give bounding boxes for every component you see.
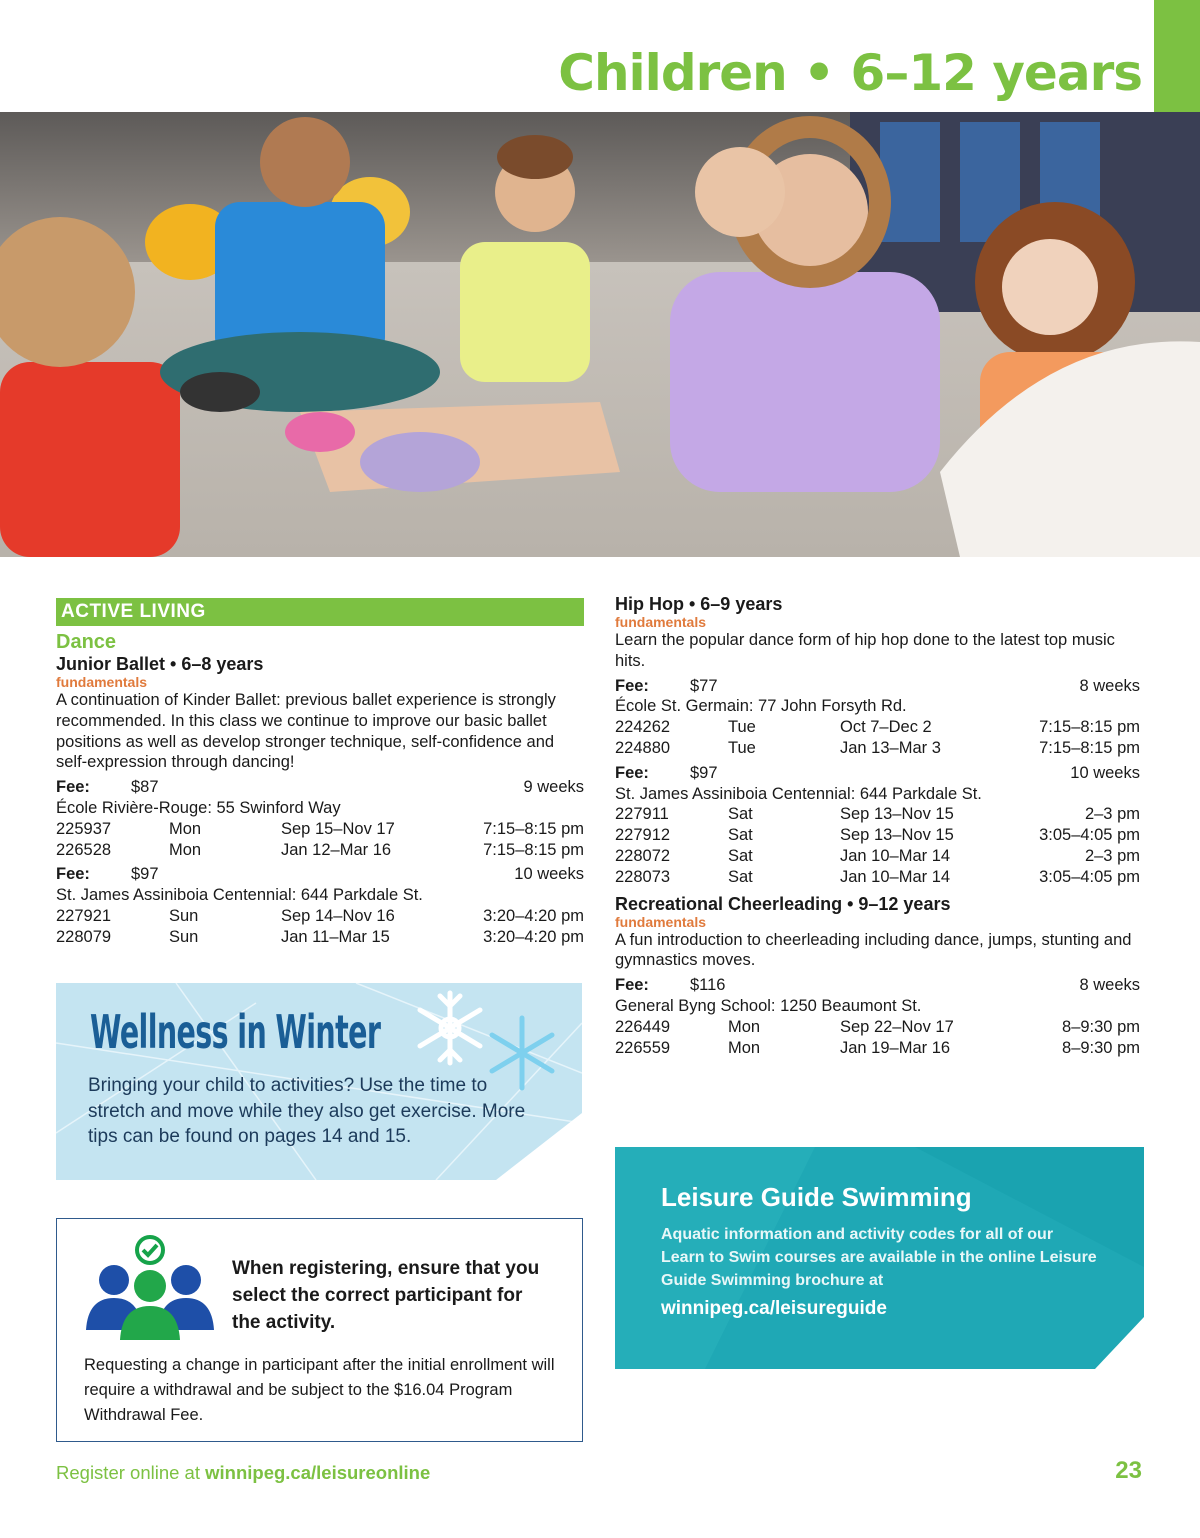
location: École St. Germain: 77 John Forsyth Rd. (615, 697, 907, 716)
schedule-row: 228079 Sun Jan 11–Mar 15 3:20–4:20 pm (56, 927, 584, 946)
participants-icon (84, 1232, 216, 1349)
program-description: A fun introduction to cheerleading including dance, jumps, stunting and gymnastics moves. (615, 930, 1132, 970)
fee-line: Fee: $97 10 weeks (56, 865, 584, 884)
fee-line: Fee: $77 8 weeks (615, 676, 1140, 695)
page-title: Children • 6–12 years (558, 44, 1142, 102)
schedule-row: 228073 Sat Jan 10–Mar 14 3:05–4:05 pm (615, 867, 1140, 886)
program-description: Learn the popular dance form of hip hop done to the latest top music hits. (615, 631, 1115, 670)
location: St. James Assiniboia Centennial: 644 Parkdale St. (615, 784, 982, 803)
schedule-row: 227921 Sun Sep 14–Nov 16 3:20–4:20 pm (56, 906, 584, 925)
program-title: Hip Hop • 6–9 years (615, 594, 783, 614)
program-tag: fundamentals (56, 674, 148, 690)
schedule-row: 228072 Sat Jan 10–Mar 14 2–3 pm (615, 846, 1140, 865)
right-column (615, 594, 1140, 1058)
wellness-body: Bringing your child to activities? Use the time to stretch and move while they also get exercise. More tips can be found on pages 14 and 15. (88, 1075, 526, 1147)
hero-photo (0, 112, 1200, 557)
fee-line: Fee: $97 10 weeks (615, 763, 1140, 782)
schedule-row: 226528 Mon Jan 12–Mar 16 7:15–8:15 pm (56, 840, 584, 859)
footer-register (56, 1462, 430, 1484)
category-bar: ACTIVE LIVING (56, 598, 584, 626)
footer-prefix: Register online at (56, 1462, 206, 1483)
schedule-row: 227911 Sat Sep 13–Nov 15 2–3 pm (615, 805, 1140, 824)
register-notice-body: Requesting a change in participant after the initial enrollment will require a withdrawal and be subject to the $16.04 Program Withdrawal Fee. (84, 1356, 555, 1424)
program-title: Recreational Cheerleading • 9–12 years (615, 893, 951, 914)
program-tag: fundamentals (615, 614, 707, 630)
program-title: Junior Ballet • 6–8 years (56, 654, 264, 674)
location: St. James Assiniboia Centennial: 644 Parkdale St. (56, 886, 423, 905)
schedule-row: 225937 Mon Sep 15–Nov 17 7:15–8:15 pm (56, 819, 584, 838)
schedule-row: 224880 Tue Jan 13–Mar 3 7:15–8:15 pm (615, 738, 1140, 757)
subcategory-heading: Dance (56, 631, 117, 653)
wellness-title: Wellness in Winter (90, 1005, 381, 1059)
schedule-row: 227912 Sat Sep 13–Nov 15 3:05–4:05 pm (615, 826, 1140, 845)
swimming-link[interactable]: winnipeg.ca/leisureguide (661, 1298, 887, 1319)
schedule-row: 226449 Mon Sep 22–Nov 17 8–9:30 pm (615, 1017, 1140, 1036)
fee-line: Fee: $87 9 weeks (56, 778, 584, 797)
location: École Rivière-Rouge: 55 Swinford Way (56, 798, 341, 817)
swimming-body: Aquatic information and activity codes for all of our Learn to Swim courses are available in the online Leisure Guide Swimming brochure at (661, 1226, 1097, 1289)
location: General Byng School: 1250 Beaumont St. (615, 996, 922, 1015)
footer-link[interactable]: winnipeg.ca/leisureonline (205, 1462, 431, 1483)
schedule-row: 224262 Tue Oct 7–Dec 2 7:15–8:15 pm (615, 718, 1140, 737)
swimming-title: Leisure Guide Swimming (661, 1182, 972, 1212)
register-notice-heading: When registering, ensure that you select the correct participant for the activity. (232, 1258, 540, 1333)
program-tag: fundamentals (615, 913, 707, 930)
page-number: 23 (1115, 1457, 1142, 1484)
fee-line: Fee: $116 8 weeks (615, 976, 1140, 995)
corner-tab (1154, 0, 1200, 112)
left-column (56, 598, 584, 948)
program-description: A continuation of Kinder Ballet: previous ballet experience is strongly recommended. In this class we continue to improve our basic ballet positions as well as develop stronger technique, self-confidence and self-expression through dancing! (56, 691, 556, 772)
schedule-row: 226559 Mon Jan 19–Mar 16 8–9:30 pm (615, 1038, 1140, 1057)
